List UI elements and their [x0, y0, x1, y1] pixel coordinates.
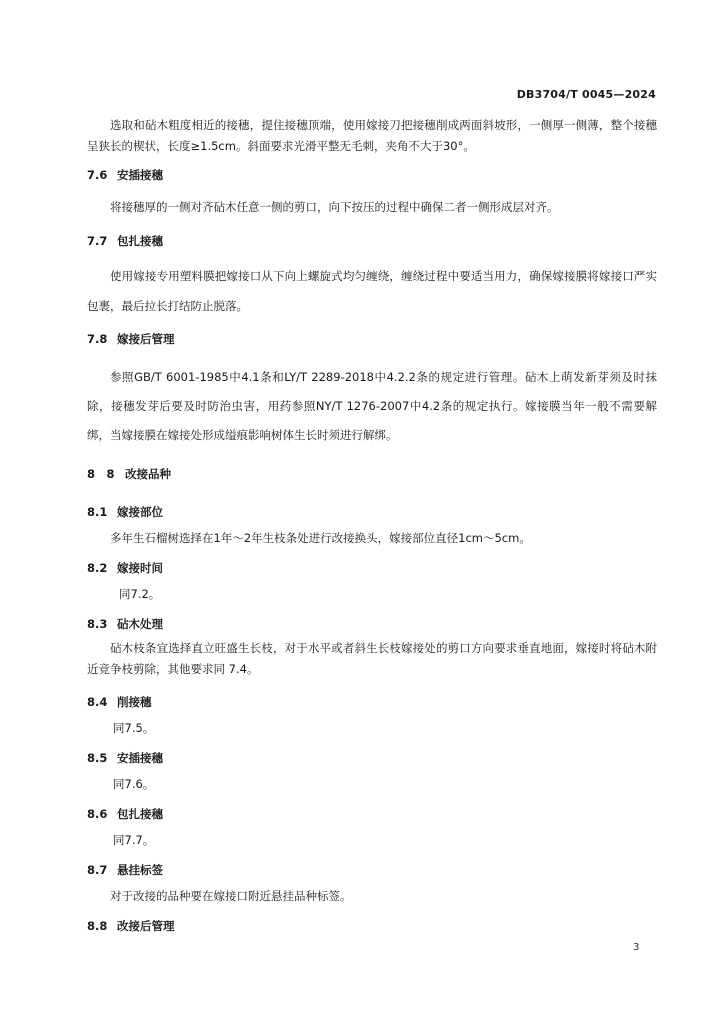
heading-number: 8.3 [87, 617, 108, 631]
heading-number: 7.6 [87, 168, 108, 182]
heading-number: 8.7 [87, 863, 108, 877]
heading-title: 悬挂标签 [117, 863, 163, 877]
heading-title: 削接穗 [117, 695, 152, 709]
heading-number: 8 8 [87, 467, 115, 481]
paragraph-7-6-body: 将接穗厚的一侧对齐砧木任意一侧的剪口，向下按压的过程中确保二者一侧形成层对齐。 [110, 200, 559, 214]
paragraph-8-4-body: 同7.5。 [113, 721, 155, 735]
paragraph-7-5-body: 选取和砧木粗度相近的接穗，提住接穗顶端，使用嫁接刀把接穗削成两面斜坡形，一侧厚一侧薄，整个接穗呈狭长的楔状，长度≥1.5cm。斜面要求光滑平整无毛刺，夹角不大于30°。 [87, 118, 657, 153]
heading-8-3 [87, 614, 657, 634]
heading-title: 改接后管理 [117, 919, 175, 933]
heading-title: 安插接穗 [117, 168, 163, 182]
heading-title: 包扎接穗 [117, 807, 163, 821]
heading-8 [87, 464, 657, 484]
paragraph-8-3-body: 砧木枝条宜选择直立旺盛生长枝，对于水平或者斜生长枝嫁接处的剪口方向要求垂直地面，嫁接时将砧木附近竞争枝剪除，其他要求同 7.4。 [87, 641, 657, 676]
heading-number: 8.6 [87, 807, 108, 821]
heading-title: 改接品种 [125, 467, 171, 481]
document-code: DB3704/T 0045—2024 [516, 88, 656, 101]
heading-title: 砧木处理 [117, 617, 163, 631]
heading-title: 嫁接时间 [117, 561, 163, 575]
heading-8-8 [87, 916, 657, 936]
heading-8-6 [87, 804, 657, 824]
paragraph-8-5-body: 同7.6。 [113, 777, 155, 791]
heading-number: 8.2 [87, 561, 108, 575]
heading-8-2 [87, 558, 657, 578]
page-number: 3 [633, 942, 640, 953]
heading-8-1 [87, 502, 657, 522]
heading-title: 包扎接穗 [117, 234, 163, 248]
paragraph-8-6-body: 同7.7。 [113, 833, 155, 847]
heading-title: 安插接穗 [117, 751, 163, 765]
heading-number: 8.5 [87, 751, 108, 765]
heading-7-7 [87, 231, 657, 251]
heading-7-8 [87, 329, 657, 349]
paragraph-8-7-body: 对于改接的品种要在嫁接口附近悬挂品种标签。 [110, 889, 352, 903]
heading-8-7 [87, 860, 657, 880]
paragraph-7-7-body: 使用嫁接专用塑料膜把嫁接口从下向上螺旋式均匀缠绕，缠绕过程中要适当用力，确保嫁接膜将嫁接口严实包裹，最后拉长打结防止脱落。 [87, 269, 657, 313]
heading-7-6 [87, 165, 657, 185]
heading-title: 嫁接部位 [117, 505, 163, 519]
heading-number: 8.8 [87, 919, 108, 933]
heading-number: 8.4 [87, 695, 108, 709]
heading-8-5 [87, 748, 657, 768]
paragraph-7-8-body: 参照GB/T 6001-1985中4.1条和LY/T 2289-2018中4.2.2条的规定进行管理。砧木上萌发新芽须及时抹除，接穗发芽后要及时防治虫害，用药参照NY/T 1276-2007中4.2条的规定执行。嫁接膜当年一般不需要解绑，当嫁接膜在嫁接处形成缢痕影响树体生长时须进行解绑。 [87, 370, 657, 442]
paragraph-8-2-body: 同7.2。 [119, 587, 161, 601]
paragraph-8-1-body: 多年生石榴树选择在1年～2年生枝条处进行改接换头，嫁接部位直径1cm～5cm。 [110, 531, 531, 545]
heading-number: 7.8 [87, 332, 108, 346]
heading-title: 嫁接后管理 [117, 332, 175, 346]
heading-number: 8.1 [87, 505, 108, 519]
heading-8-4 [87, 692, 657, 712]
heading-number: 7.7 [87, 234, 108, 248]
document-body [87, 115, 657, 946]
